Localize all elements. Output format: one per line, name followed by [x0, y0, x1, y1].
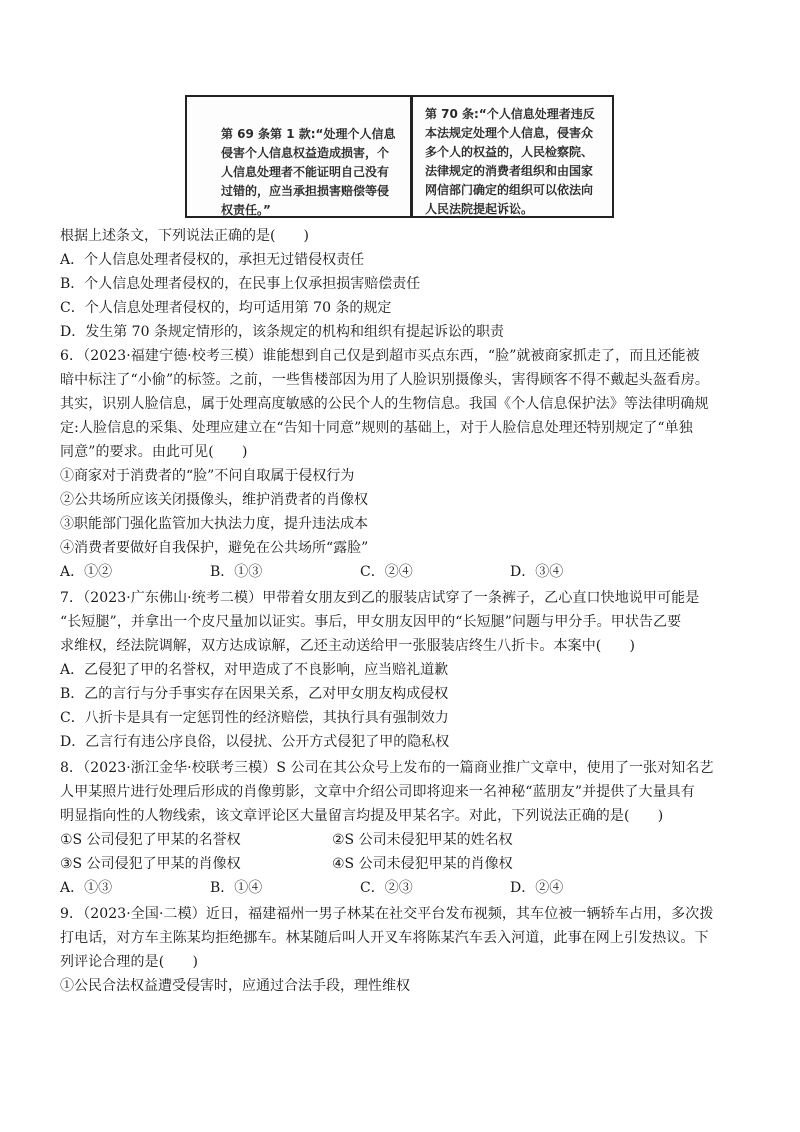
- q5-option-a: A．个人信息处理者侵权的，承担无过错侵权责任: [60, 252, 365, 268]
- q7-option-a: A．乙侵犯了甲的名誉权，对甲造成了不良影响，应当赔礼道歉: [60, 662, 449, 678]
- q6-line-5: 同意”的要求。由此可见( ): [60, 444, 248, 460]
- q6-line-4: 定:人脸信息的采集、处理应建立在“告知十同意”规则的基础上，对于人脸信息处理还特别规定了“单独: [60, 420, 693, 436]
- q8-choice-d: D．②④: [510, 880, 564, 896]
- q8-choice-a: A．①③: [60, 880, 113, 896]
- q6-choices: [60, 560, 750, 584]
- q9-line-1: 9．（2023·全国·二模）近日，福建福州一男子林某在社交平台发布视频，其车位被一辆轿车占用，多次拨: [60, 906, 714, 922]
- q8-item-1: ①S 公司侵犯了甲某的名誉权: [60, 832, 241, 848]
- q8-line-3: 明显指向性的人物线索，该文章评论区大量留言均提及甲某名字。对此，下列说法正确的是( ): [60, 808, 664, 824]
- q9-line-3: 列评论合理的是( ): [60, 954, 199, 970]
- statute-table: [185, 95, 614, 218]
- q5-option-c: C．个人信息处理者侵权的，均可适用第 70 条的规定: [60, 300, 392, 316]
- q6-item-4: ④消费者要做好自我保护，避免在公共场所“露脸”: [60, 540, 369, 556]
- q8-item-3: ③S 公司侵犯了甲某的肖像权: [60, 856, 241, 872]
- q8-choices: [60, 876, 750, 900]
- q6-choice-d: D．③④: [510, 564, 564, 580]
- q8-item-4: ④S 公司未侵犯甲某的肖像权: [332, 856, 513, 872]
- q6-choice-b: B．①③: [210, 564, 263, 580]
- q8-choice-c: C．②③: [360, 880, 413, 896]
- q6-choice-a: A．①②: [60, 564, 113, 580]
- question-content: [60, 224, 750, 998]
- q7-line-3: 求维权，经法院调解，双方达成谅解，乙还主动送给甲一张服装店终生八折卡。本案中( ): [60, 638, 636, 654]
- q6-line-3: 其实，识别人脸信息，属于处理高度敏感的公民个人的生物信息。我国《个人信息保护法》等法律明确规: [60, 396, 709, 412]
- q5-option-d: D．发生第 70 条规定情形的，该条规定的机构和组织有提起诉讼的职责: [60, 324, 504, 340]
- q8-items-row-1: [60, 828, 750, 852]
- q7-option-c: C．八折卡是具有一定惩罚性的经济赔偿，其执行具有强制效力: [60, 710, 449, 726]
- q9-line-2: 打电话，对方车主陈某均拒绝挪车。林某随后叫人开叉车将陈某汽车丢入河道，此事在网上引发热议。下: [60, 930, 709, 946]
- q6-item-3: ③职能部门强化监管加大执法力度，提升违法成本: [60, 516, 368, 532]
- q7-line-1: 7．（2023·广东佛山·统考二模）甲带着女朋友到乙的服装店试穿了一条裤子，乙心直口快地说甲可能是: [60, 590, 700, 606]
- q7-option-d: D．乙言行有违公序良俗，以侵扰、公开方式侵犯了甲的隐私权: [60, 734, 450, 750]
- q5-option-b: B．个人信息处理者侵权的，在民事上仅承担损害赔偿责任: [60, 276, 421, 292]
- q6-item-1: ①商家对于消费者的“脸”不问自取属于侵权行为: [60, 468, 355, 484]
- statute-article-69: 第 69 条第 1 款:“处理个人信息侵害个人信息权益造成损害，个人信息处理者不能证明自己没有过错的，应当承担损害赔偿等侵权责任。”: [187, 97, 413, 216]
- q8-choice-b: B．①④: [210, 880, 263, 896]
- q7-option-b: B．乙的言行与分手事实存在因果关系，乙对甲女朋友构成侵权: [60, 686, 449, 702]
- statute-article-70: 第 70 条:“个人信息处理者违反本法规定处理个人信息，侵害众多个人的权益的，人民检察院、法律规定的消费者组织和由国家网信部门确定的组织可以依法向人民法院提起诉讼。: [425, 107, 595, 216]
- q5-stem: 根据上述条文，下列说法正确的是( ): [60, 228, 309, 244]
- q8-items-row-2: [60, 852, 750, 876]
- q6-line-1: 6．（2023·福建宁德·校考三模）谁能想到自己仅是到超市买点东西，“脸”就被商家抓走了，而且还能被: [60, 348, 700, 364]
- q8-line-2: 人甲某照片进行处理后形成的肖像剪影，文章中介绍公司即将迎来一名神秘“蓝朋友”并提供了大量具有: [60, 784, 695, 800]
- q8-item-2: ②S 公司未侵犯甲某的姓名权: [332, 832, 513, 848]
- q6-line-2: 暗中标注了“小偷”的标签。之前，一些售楼部因为用了人脸识别摄像头，害得顾客不得不戴起头盔看房。: [60, 372, 710, 388]
- q9-item-1: ①公民合法权益遭受侵害时，应通过合法手段，理性维权: [60, 978, 410, 994]
- q6-choice-c: C．②④: [360, 564, 413, 580]
- q7-line-2: “长短腿”，并拿出一个皮尺量加以证实。事后，甲女朋友因甲的“长短腿”问题与甲分手。甲状告乙要: [60, 614, 682, 630]
- q6-item-2: ②公共场所应该关闭摄像头，维护消费者的肖像权: [60, 492, 368, 508]
- q8-line-1: 8．（2023·浙江金华·校联考三模）S 公司在其公众号上发布的一篇商业推广文章中，使用了一张对知名艺: [60, 760, 714, 776]
